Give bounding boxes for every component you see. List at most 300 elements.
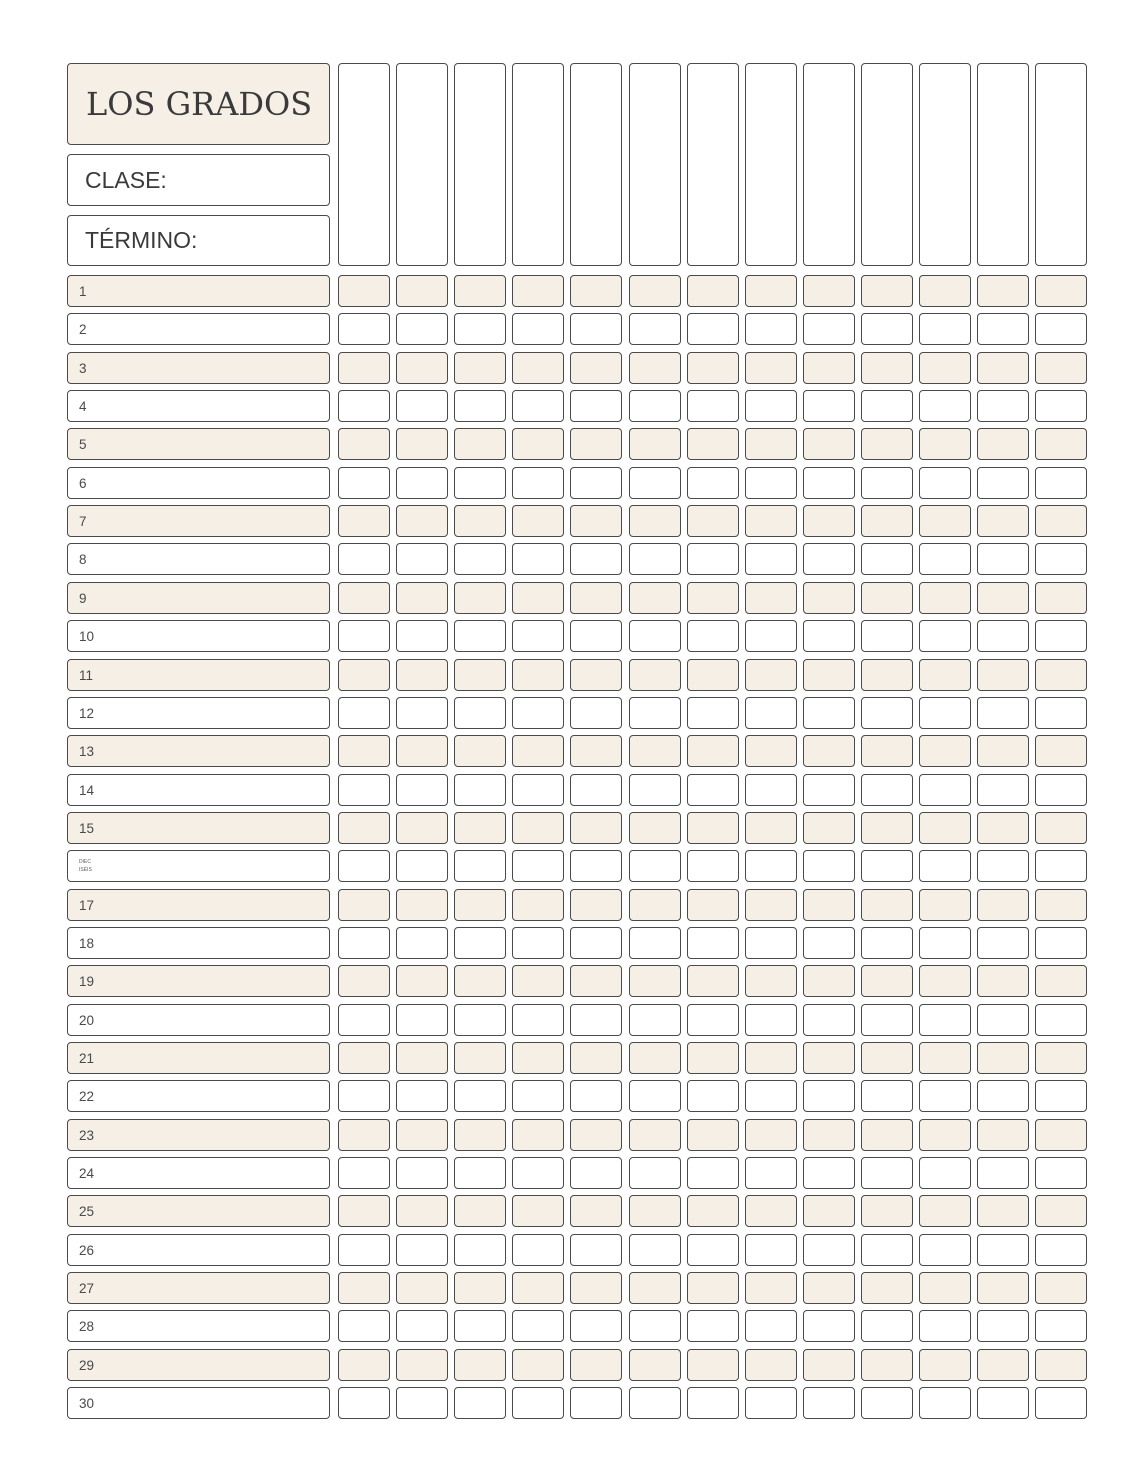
grade-cell[interactable] — [570, 1310, 622, 1342]
grade-cell[interactable] — [1035, 927, 1087, 959]
grade-cell[interactable] — [396, 467, 448, 499]
grade-cell[interactable] — [570, 1119, 622, 1151]
grade-cell[interactable] — [629, 505, 681, 537]
grade-cell[interactable] — [1035, 620, 1087, 652]
assignment-header-13[interactable] — [1035, 63, 1087, 266]
grade-cell[interactable] — [687, 1234, 739, 1266]
student-row-9[interactable] — [67, 582, 330, 614]
grade-cell[interactable] — [512, 1195, 564, 1227]
grade-cell[interactable] — [570, 1272, 622, 1304]
grade-cell[interactable] — [977, 659, 1029, 691]
grade-cell[interactable] — [687, 1195, 739, 1227]
grade-cell[interactable] — [687, 1349, 739, 1381]
grade-cell[interactable] — [745, 1195, 797, 1227]
grade-cell[interactable] — [803, 467, 855, 499]
grade-cell[interactable] — [454, 275, 506, 307]
grade-cell[interactable] — [977, 1119, 1029, 1151]
grade-cell[interactable] — [745, 620, 797, 652]
grade-cell[interactable] — [454, 965, 506, 997]
grade-cell[interactable] — [745, 505, 797, 537]
student-row-5[interactable] — [67, 428, 330, 460]
grade-cell[interactable] — [861, 927, 913, 959]
grade-cell[interactable] — [803, 428, 855, 460]
grade-cell[interactable] — [803, 774, 855, 806]
grade-cell[interactable] — [512, 582, 564, 614]
grade-cell[interactable] — [396, 275, 448, 307]
grade-cell[interactable] — [803, 965, 855, 997]
grade-cell[interactable] — [512, 620, 564, 652]
grade-cell[interactable] — [512, 812, 564, 844]
grade-cell[interactable] — [396, 1234, 448, 1266]
grade-cell[interactable] — [687, 1004, 739, 1036]
grade-cell[interactable] — [803, 850, 855, 882]
grade-cell[interactable] — [687, 390, 739, 422]
grade-cell[interactable] — [396, 774, 448, 806]
student-row-14[interactable] — [67, 774, 330, 806]
grade-cell[interactable] — [1035, 889, 1087, 921]
grade-cell[interactable] — [629, 467, 681, 499]
grade-cell[interactable] — [454, 812, 506, 844]
grade-cell[interactable] — [629, 1310, 681, 1342]
assignment-header-10[interactable] — [861, 63, 913, 266]
grade-cell[interactable] — [512, 543, 564, 575]
grade-cell[interactable] — [687, 313, 739, 345]
grade-cell[interactable] — [803, 697, 855, 729]
grade-cell[interactable] — [454, 620, 506, 652]
grade-cell[interactable] — [861, 1272, 913, 1304]
grade-cell[interactable] — [570, 620, 622, 652]
grade-cell[interactable] — [454, 582, 506, 614]
grade-cell[interactable] — [512, 1080, 564, 1112]
grade-cell[interactable] — [1035, 1272, 1087, 1304]
grade-cell[interactable] — [396, 313, 448, 345]
grade-cell[interactable] — [745, 390, 797, 422]
grade-cell[interactable] — [745, 1119, 797, 1151]
grade-cell[interactable] — [512, 1042, 564, 1074]
grade-cell[interactable] — [454, 1195, 506, 1227]
grade-cell[interactable] — [454, 850, 506, 882]
grade-cell[interactable] — [396, 1310, 448, 1342]
grade-cell[interactable] — [512, 1310, 564, 1342]
assignment-header-7[interactable] — [687, 63, 739, 266]
grade-cell[interactable] — [803, 812, 855, 844]
grade-cell[interactable] — [803, 1272, 855, 1304]
grade-cell[interactable] — [861, 735, 913, 767]
grade-cell[interactable] — [687, 352, 739, 384]
grade-cell[interactable] — [338, 1349, 390, 1381]
grade-cell[interactable] — [454, 1080, 506, 1112]
grade-cell[interactable] — [861, 965, 913, 997]
grade-cell[interactable] — [919, 428, 971, 460]
grade-cell[interactable] — [803, 313, 855, 345]
grade-cell[interactable] — [803, 1195, 855, 1227]
grade-cell[interactable] — [338, 889, 390, 921]
grade-cell[interactable] — [745, 850, 797, 882]
grade-cell[interactable] — [454, 1004, 506, 1036]
student-row-4[interactable] — [67, 390, 330, 422]
grade-cell[interactable] — [687, 505, 739, 537]
grade-cell[interactable] — [338, 352, 390, 384]
grade-cell[interactable] — [919, 620, 971, 652]
grade-cell[interactable] — [687, 927, 739, 959]
grade-cell[interactable] — [977, 582, 1029, 614]
grade-cell[interactable] — [745, 927, 797, 959]
grade-cell[interactable] — [338, 620, 390, 652]
student-row-27[interactable] — [67, 1272, 330, 1304]
grade-cell[interactable] — [629, 927, 681, 959]
student-row-8[interactable] — [67, 543, 330, 575]
student-row-16[interactable] — [67, 850, 330, 882]
grade-cell[interactable] — [396, 659, 448, 691]
grade-cell[interactable] — [745, 1080, 797, 1112]
grade-cell[interactable] — [512, 352, 564, 384]
grade-cell[interactable] — [977, 390, 1029, 422]
grade-cell[interactable] — [919, 1004, 971, 1036]
grade-cell[interactable] — [338, 697, 390, 729]
grade-cell[interactable] — [861, 1119, 913, 1151]
grade-cell[interactable] — [803, 659, 855, 691]
student-row-11[interactable] — [67, 659, 330, 691]
grade-cell[interactable] — [629, 697, 681, 729]
grade-cell[interactable] — [454, 505, 506, 537]
grade-cell[interactable] — [919, 467, 971, 499]
grade-cell[interactable] — [629, 1387, 681, 1419]
grade-cell[interactable] — [629, 812, 681, 844]
grade-cell[interactable] — [338, 659, 390, 691]
grade-cell[interactable] — [512, 1004, 564, 1036]
grade-cell[interactable] — [396, 1387, 448, 1419]
grade-cell[interactable] — [570, 1004, 622, 1036]
grade-cell[interactable] — [338, 543, 390, 575]
grade-cell[interactable] — [977, 543, 1029, 575]
grade-cell[interactable] — [803, 1310, 855, 1342]
grade-cell[interactable] — [803, 1004, 855, 1036]
grade-cell[interactable] — [803, 889, 855, 921]
assignment-header-12[interactable] — [977, 63, 1029, 266]
grade-cell[interactable] — [1035, 1310, 1087, 1342]
grade-cell[interactable] — [396, 850, 448, 882]
grade-cell[interactable] — [629, 850, 681, 882]
grade-cell[interactable] — [861, 812, 913, 844]
grade-cell[interactable] — [454, 697, 506, 729]
grade-cell[interactable] — [338, 927, 390, 959]
grade-cell[interactable] — [629, 659, 681, 691]
grade-cell[interactable] — [454, 313, 506, 345]
grade-cell[interactable] — [629, 1119, 681, 1151]
grade-cell[interactable] — [919, 1234, 971, 1266]
grade-cell[interactable] — [977, 313, 1029, 345]
grade-cell[interactable] — [861, 1080, 913, 1112]
grade-cell[interactable] — [1035, 582, 1087, 614]
grade-cell[interactable] — [570, 889, 622, 921]
student-row-17[interactable] — [67, 889, 330, 921]
grade-cell[interactable] — [1035, 812, 1087, 844]
grade-cell[interactable] — [977, 1157, 1029, 1189]
grade-cell[interactable] — [803, 1157, 855, 1189]
grade-cell[interactable] — [977, 352, 1029, 384]
grade-cell[interactable] — [919, 659, 971, 691]
grade-cell[interactable] — [861, 659, 913, 691]
grade-cell[interactable] — [1035, 697, 1087, 729]
grade-cell[interactable] — [861, 1349, 913, 1381]
assignment-header-1[interactable] — [338, 63, 390, 266]
grade-cell[interactable] — [1035, 313, 1087, 345]
grade-cell[interactable] — [512, 659, 564, 691]
grade-cell[interactable] — [977, 467, 1029, 499]
grade-cell[interactable] — [338, 1042, 390, 1074]
grade-cell[interactable] — [396, 352, 448, 384]
grade-cell[interactable] — [745, 275, 797, 307]
grade-cell[interactable] — [687, 428, 739, 460]
grade-cell[interactable] — [570, 352, 622, 384]
grade-cell[interactable] — [919, 812, 971, 844]
grade-cell[interactable] — [454, 1387, 506, 1419]
grade-cell[interactable] — [687, 812, 739, 844]
grade-cell[interactable] — [687, 1272, 739, 1304]
grade-cell[interactable] — [338, 812, 390, 844]
grade-cell[interactable] — [745, 812, 797, 844]
grade-cell[interactable] — [454, 774, 506, 806]
grade-cell[interactable] — [687, 1080, 739, 1112]
grade-cell[interactable] — [338, 1387, 390, 1419]
grade-cell[interactable] — [977, 1004, 1029, 1036]
grade-cell[interactable] — [396, 505, 448, 537]
grade-cell[interactable] — [629, 428, 681, 460]
student-row-28[interactable] — [67, 1310, 330, 1342]
grade-cell[interactable] — [629, 1080, 681, 1112]
grade-cell[interactable] — [570, 1195, 622, 1227]
grade-cell[interactable] — [570, 774, 622, 806]
grade-cell[interactable] — [396, 1042, 448, 1074]
grade-cell[interactable] — [919, 1042, 971, 1074]
grade-cell[interactable] — [512, 275, 564, 307]
grade-cell[interactable] — [396, 582, 448, 614]
grade-cell[interactable] — [919, 1310, 971, 1342]
grade-cell[interactable] — [338, 275, 390, 307]
grade-cell[interactable] — [512, 505, 564, 537]
student-row-10[interactable] — [67, 620, 330, 652]
grade-cell[interactable] — [687, 1310, 739, 1342]
grade-cell[interactable] — [629, 1349, 681, 1381]
grade-cell[interactable] — [570, 505, 622, 537]
grade-cell[interactable] — [396, 889, 448, 921]
grade-cell[interactable] — [687, 620, 739, 652]
grade-cell[interactable] — [687, 774, 739, 806]
grade-cell[interactable] — [745, 428, 797, 460]
grade-cell[interactable] — [919, 1272, 971, 1304]
grade-cell[interactable] — [396, 620, 448, 652]
grade-cell[interactable] — [745, 659, 797, 691]
grade-cell[interactable] — [745, 1387, 797, 1419]
grade-cell[interactable] — [1035, 735, 1087, 767]
grade-cell[interactable] — [338, 1272, 390, 1304]
grade-cell[interactable] — [396, 1119, 448, 1151]
grade-cell[interactable] — [570, 812, 622, 844]
grade-cell[interactable] — [977, 889, 1029, 921]
grade-cell[interactable] — [396, 543, 448, 575]
grade-cell[interactable] — [454, 889, 506, 921]
grade-cell[interactable] — [629, 620, 681, 652]
grade-cell[interactable] — [570, 850, 622, 882]
grade-cell[interactable] — [745, 735, 797, 767]
grade-cell[interactable] — [629, 543, 681, 575]
grade-cell[interactable] — [629, 352, 681, 384]
grade-cell[interactable] — [570, 965, 622, 997]
grade-cell[interactable] — [396, 812, 448, 844]
grade-cell[interactable] — [338, 774, 390, 806]
grade-cell[interactable] — [745, 1157, 797, 1189]
grade-cell[interactable] — [454, 1157, 506, 1189]
grade-cell[interactable] — [861, 543, 913, 575]
grade-cell[interactable] — [803, 505, 855, 537]
grade-cell[interactable] — [570, 927, 622, 959]
grade-cell[interactable] — [919, 697, 971, 729]
grade-cell[interactable] — [396, 1080, 448, 1112]
grade-cell[interactable] — [512, 697, 564, 729]
grade-cell[interactable] — [861, 1157, 913, 1189]
assignment-header-2[interactable] — [396, 63, 448, 266]
grade-cell[interactable] — [861, 620, 913, 652]
grade-cell[interactable] — [512, 927, 564, 959]
grade-cell[interactable] — [977, 1310, 1029, 1342]
grade-cell[interactable] — [977, 965, 1029, 997]
grade-cell[interactable] — [1035, 1234, 1087, 1266]
grade-cell[interactable] — [745, 543, 797, 575]
grade-cell[interactable] — [338, 428, 390, 460]
grade-cell[interactable] — [1035, 543, 1087, 575]
grade-cell[interactable] — [454, 1272, 506, 1304]
student-row-26[interactable] — [67, 1234, 330, 1266]
grade-cell[interactable] — [861, 1387, 913, 1419]
grade-cell[interactable] — [919, 1387, 971, 1419]
grade-cell[interactable] — [454, 659, 506, 691]
grade-cell[interactable] — [512, 850, 564, 882]
student-row-1[interactable] — [67, 275, 330, 307]
grade-cell[interactable] — [745, 965, 797, 997]
grade-cell[interactable] — [454, 428, 506, 460]
grade-cell[interactable] — [861, 774, 913, 806]
grade-cell[interactable] — [338, 1080, 390, 1112]
grade-cell[interactable] — [745, 1042, 797, 1074]
grade-cell[interactable] — [396, 428, 448, 460]
grade-cell[interactable] — [512, 774, 564, 806]
grade-cell[interactable] — [977, 774, 1029, 806]
grade-cell[interactable] — [919, 275, 971, 307]
grade-cell[interactable] — [745, 774, 797, 806]
student-row-29[interactable] — [67, 1349, 330, 1381]
grade-cell[interactable] — [570, 428, 622, 460]
grade-cell[interactable] — [570, 1387, 622, 1419]
grade-cell[interactable] — [454, 390, 506, 422]
grade-cell[interactable] — [1035, 850, 1087, 882]
grade-cell[interactable] — [861, 313, 913, 345]
grade-cell[interactable] — [977, 505, 1029, 537]
grade-cell[interactable] — [396, 390, 448, 422]
grade-cell[interactable] — [861, 275, 913, 307]
grade-cell[interactable] — [512, 889, 564, 921]
grade-cell[interactable] — [919, 965, 971, 997]
grade-cell[interactable] — [745, 352, 797, 384]
grade-cell[interactable] — [977, 1234, 1029, 1266]
grade-cell[interactable] — [919, 1349, 971, 1381]
grade-cell[interactable] — [919, 1080, 971, 1112]
student-row-20[interactable] — [67, 1004, 330, 1036]
grade-cell[interactable] — [919, 735, 971, 767]
grade-cell[interactable] — [803, 735, 855, 767]
grade-cell[interactable] — [745, 1349, 797, 1381]
student-row-2[interactable] — [67, 313, 330, 345]
grade-cell[interactable] — [861, 582, 913, 614]
grade-cell[interactable] — [919, 313, 971, 345]
grade-cell[interactable] — [977, 927, 1029, 959]
grade-cell[interactable] — [454, 1119, 506, 1151]
grade-cell[interactable] — [861, 1042, 913, 1074]
grade-cell[interactable] — [629, 582, 681, 614]
grade-cell[interactable] — [919, 1195, 971, 1227]
grade-cell[interactable] — [919, 1119, 971, 1151]
grade-cell[interactable] — [977, 1349, 1029, 1381]
grade-cell[interactable] — [977, 1272, 1029, 1304]
grade-cell[interactable] — [454, 735, 506, 767]
grade-cell[interactable] — [977, 275, 1029, 307]
grade-cell[interactable] — [1035, 505, 1087, 537]
grade-cell[interactable] — [919, 390, 971, 422]
grade-cell[interactable] — [512, 1119, 564, 1151]
grade-cell[interactable] — [338, 390, 390, 422]
grade-cell[interactable] — [919, 1157, 971, 1189]
grade-cell[interactable] — [338, 1157, 390, 1189]
grade-cell[interactable] — [919, 889, 971, 921]
grade-cell[interactable] — [861, 467, 913, 499]
grade-cell[interactable] — [1035, 1195, 1087, 1227]
grade-cell[interactable] — [629, 1272, 681, 1304]
grade-cell[interactable] — [745, 1310, 797, 1342]
grade-cell[interactable] — [687, 1157, 739, 1189]
grade-cell[interactable] — [512, 467, 564, 499]
student-row-24[interactable] — [67, 1157, 330, 1189]
grade-cell[interactable] — [570, 1234, 622, 1266]
grade-cell[interactable] — [687, 1387, 739, 1419]
grade-cell[interactable] — [803, 543, 855, 575]
grade-cell[interactable] — [803, 1349, 855, 1381]
grade-cell[interactable] — [745, 313, 797, 345]
grade-cell[interactable] — [977, 428, 1029, 460]
grade-cell[interactable] — [338, 467, 390, 499]
grade-cell[interactable] — [1035, 1042, 1087, 1074]
student-row-22[interactable] — [67, 1080, 330, 1112]
grade-cell[interactable] — [512, 1349, 564, 1381]
grade-cell[interactable] — [629, 313, 681, 345]
grade-cell[interactable] — [803, 352, 855, 384]
grade-cell[interactable] — [338, 850, 390, 882]
grade-cell[interactable] — [629, 735, 681, 767]
grade-cell[interactable] — [396, 697, 448, 729]
grade-cell[interactable] — [396, 965, 448, 997]
grade-cell[interactable] — [512, 735, 564, 767]
grade-cell[interactable] — [745, 697, 797, 729]
student-row-3[interactable] — [67, 352, 330, 384]
grade-cell[interactable] — [512, 1387, 564, 1419]
assignment-header-4[interactable] — [512, 63, 564, 266]
grade-cell[interactable] — [1035, 1157, 1087, 1189]
grade-cell[interactable] — [919, 850, 971, 882]
grade-cell[interactable] — [396, 1004, 448, 1036]
grade-cell[interactable] — [745, 889, 797, 921]
grade-cell[interactable] — [1035, 1080, 1087, 1112]
grade-cell[interactable] — [803, 620, 855, 652]
grade-cell[interactable] — [512, 1234, 564, 1266]
grade-cell[interactable] — [977, 697, 1029, 729]
